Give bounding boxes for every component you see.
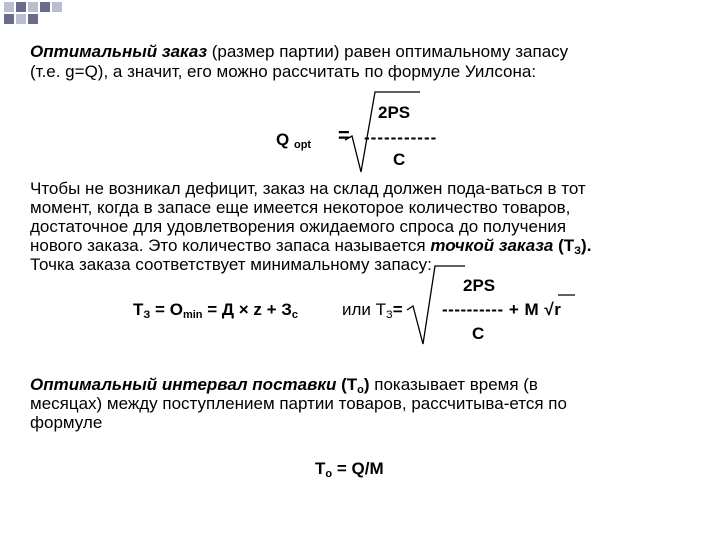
paragraph-3-line-2: месяцах) между поступлением партии товаров, рассчитыва-ется по [30, 394, 567, 413]
term-optimal-interval: Оптимальный интервал поставки [30, 375, 337, 394]
reorder-formula-lhs: $Т_З = O_{min} = Д \times z + З_с$ [133, 300, 299, 321]
paragraph-2-line-3: достаточное для удовлетворения ожидаемого спроса до получения [30, 217, 567, 236]
interval-formula: $Т_о = Q/M$ [315, 459, 384, 480]
wilson-lhs: Q $_{opt}$ [276, 130, 312, 151]
reorder-numerator: 2PS [463, 276, 496, 295]
wilson-fraction-bar: ----------- [364, 128, 438, 147]
wilson-equals: = [338, 125, 350, 147]
paragraph-3-line-3: формуле [30, 413, 103, 432]
paragraph-1-line-2: (т.е. g=Q), а значит, его можно рассчитать по формуле Уилсона: [30, 62, 537, 81]
wilson-denominator: C [393, 150, 406, 169]
paragraph-2-line-2: момент, когда в запасе еще имеется некоторое количество товаров, [30, 198, 571, 217]
term-optimal-order: Оптимальный заказ [30, 42, 207, 61]
paragraph-2-line-1: Чтобы не возникал дефицит, заказ на склад должен пода-ваться в тот [30, 179, 586, 198]
wilson-numerator: 2PS [378, 103, 411, 122]
reorder-denominator: C [472, 324, 485, 343]
paragraph-1-line-1: Оптимальный заказ (размер партии) равен оптимальному запасу [30, 42, 569, 61]
paragraph-2-line-4: нового заказа. Это количество запаса называется точкой заказа $(Т_З)$. [30, 236, 592, 257]
paragraph-2-line-5: Точка заказа соответствует минимальному запасу: [30, 255, 432, 274]
reorder-or: или $Т_З=$ [342, 300, 403, 321]
reorder-fraction-bar: ---------- + М √r [442, 300, 562, 319]
paragraph-3-line-1: Оптимальный интервал поставки $(Т_о)$ показывает время (в [30, 375, 538, 396]
term-reorder-point: точкой заказа [430, 236, 554, 255]
